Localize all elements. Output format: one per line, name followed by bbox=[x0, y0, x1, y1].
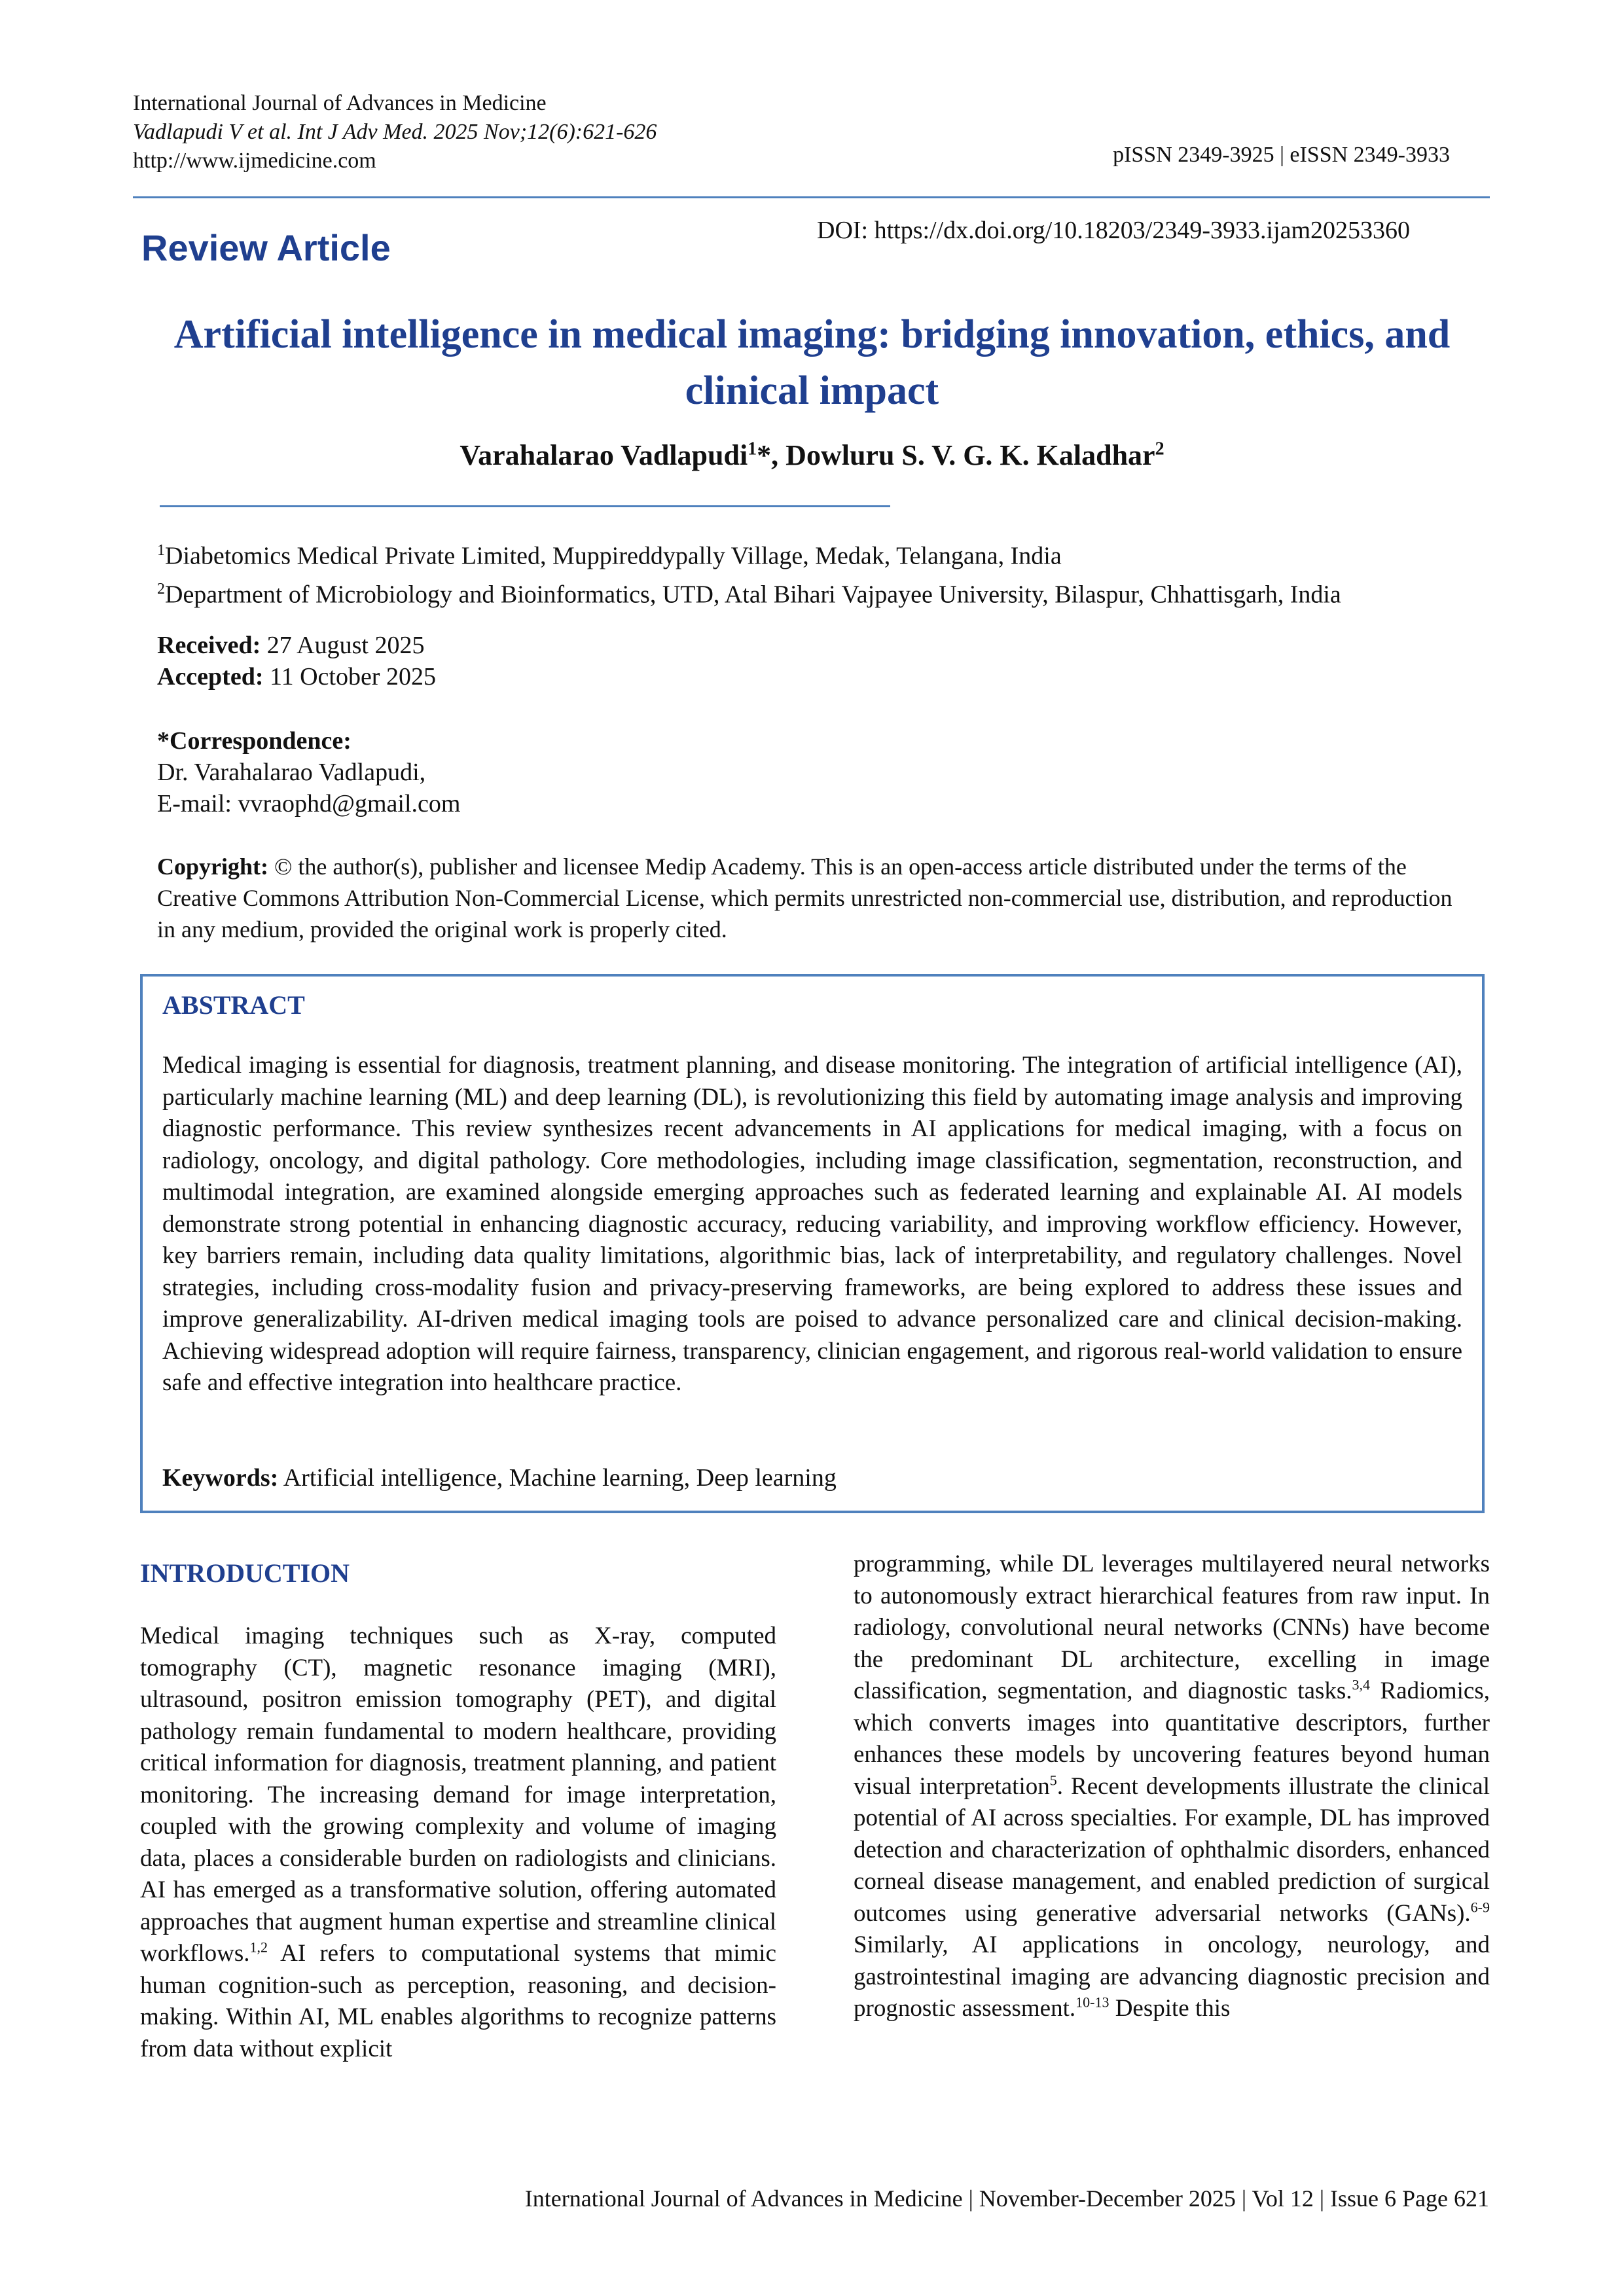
affiliation-2-text: Department of Microbiology and Bioinformatics, UTD, Atal Bihari Vajpayee University, Bilaspur, Chhattisgarh, India bbox=[165, 581, 1341, 609]
copyright-notice bbox=[157, 851, 1466, 945]
article-dates bbox=[157, 630, 436, 692]
author-1: Varahalarao Vadlapudi bbox=[460, 439, 748, 471]
article-title: Artificial intelligence in medical imaging: bridging innovation, ethics, and clinical impact bbox=[173, 312, 1451, 413]
accepted-label: Accepted: bbox=[157, 663, 264, 691]
copyright-label: Copyright: bbox=[157, 853, 268, 880]
journal-url[interactable]: http://www.ijmedicine.com bbox=[133, 149, 376, 173]
affiliation-1 bbox=[157, 534, 1341, 573]
affiliation-1-number: 1 bbox=[157, 542, 165, 559]
citation-ref[interactable]: 3,4 bbox=[1352, 1676, 1371, 1693]
author-2: Dowluru S. V. G. K. Kaladhar bbox=[785, 439, 1155, 471]
body-column-left bbox=[140, 1621, 776, 2065]
keywords-label: Keywords: bbox=[162, 1464, 279, 1492]
keywords-text: Artificial intelligence, Machine learning, Deep learning bbox=[278, 1464, 837, 1492]
affiliation-1-text: Diabetomics Medical Private Limited, Muppireddypally Village, Medak, Telangana, India bbox=[165, 542, 1062, 570]
intro-paragraph-part: Similarly, AI applications in oncology, neurology, and gastrointestinal imaging are advancing diagnostic precision and prognostic assessment. bbox=[854, 1931, 1490, 2022]
correspondence-block bbox=[157, 725, 460, 819]
doi-line[interactable]: DOI: https://dx.doi.org/10.18203/2349-3933.ijam20253360 bbox=[817, 217, 1411, 244]
article-type: Review Article bbox=[141, 227, 391, 268]
author-2-affiliation-mark: 2 bbox=[1155, 439, 1164, 459]
page-footer: International Journal of Advances in Medicine | November-December 2025 | Vol 12 | Issue 6 Page 621 bbox=[524, 2185, 1489, 2212]
author-line bbox=[131, 439, 1493, 472]
intro-paragraph-part: programming, while DL leverages multilayered neural networks to autonomously extract hierarchical features from raw input. In radiology, convolutional neural networks (CNNs) have become the predominant DL architecture, excelling in image classification, segmentation, and diagnostic tasks. bbox=[854, 1551, 1490, 1704]
received-value: 27 August 2025 bbox=[261, 632, 425, 659]
correspondence-name: Dr. Varahalarao Vadlapudi, bbox=[157, 759, 426, 786]
intro-paragraph-part: . Recent developments illustrate the clinical potential of AI across specialties. For example, DL has improved detection and characterization of ophthalmic disorders, enhanced corneal disease management, and enabled prediction of surgical outcomes using generative adversarial networks (GANs). bbox=[854, 1772, 1490, 1927]
accepted-value: 11 October 2025 bbox=[263, 663, 436, 691]
citation-ref[interactable]: 6-9 bbox=[1470, 1899, 1490, 1916]
received-label: Received: bbox=[157, 632, 261, 659]
issn-line: pISSN 2349-3925 | eISSN 2349-3933 bbox=[1113, 143, 1450, 167]
author-divider bbox=[160, 505, 890, 507]
running-header bbox=[133, 89, 853, 175]
body-column-right bbox=[854, 1549, 1490, 2025]
citation-line: Vadlapudi V et al. Int J Adv Med. 2025 Nov;12(6):621-626 bbox=[133, 120, 657, 144]
copyright-text: © the author(s), publisher and licensee Medip Academy. This is an open-access article distributed under the terms of the Creative Commons Attribution Non-Commercial License, which permits unrestricted non-commercial use, distribution, and reproduction in any medium, provided the original work is properly cited. bbox=[157, 853, 1453, 942]
introduction-heading: INTRODUCTION bbox=[140, 1558, 350, 1588]
citation-ref[interactable]: 1,2 bbox=[249, 1939, 268, 1956]
intro-paragraph-part: Radiomics, which converts images into quantitative descriptors, further enhances these models by uncovering features beyond human visual interpretation bbox=[854, 1677, 1490, 1800]
keywords-line bbox=[162, 1463, 837, 1492]
intro-paragraph-part: Medical imaging techniques such as X-ray, computed tomography (CT), magnetic resonance imaging (MRI), ultrasound, positron emission tomography (PET), and digital pathology remain fundamental to modern healthcare, providing critical information for diagnosis, treatment planning, and patient monitoring. The increasing demand for image interpretation, coupled with the growing complexity and volume of imaging data, places a considerable burden on radiologists and clinicians. AI has emerged as a transformative solution, offering automated approaches that augment human expertise and streamline clinical workflows. bbox=[140, 1623, 776, 1967]
citation-ref[interactable]: 10-13 bbox=[1075, 1994, 1110, 2011]
citation-ref[interactable]: 5 bbox=[1049, 1772, 1057, 1789]
correspondence-email[interactable]: E-mail: vvraophd@gmail.com bbox=[157, 790, 461, 817]
correspondence-label: *Correspondence: bbox=[157, 727, 352, 755]
author-1-affiliation-mark: 1 bbox=[748, 439, 757, 459]
journal-name: International Journal of Advances in Medicine bbox=[133, 91, 547, 115]
intro-paragraph-part: Despite this bbox=[1109, 1995, 1231, 2022]
intro-paragraph-part: AI refers to computational systems that mimic human cognition-such as perception, reasoning, and decision-making. Within AI, ML enables algorithms to recognize patterns from data without explicit bbox=[140, 1940, 776, 2062]
abstract-heading: ABSTRACT bbox=[162, 990, 305, 1020]
header-divider bbox=[133, 196, 1490, 198]
accepted-date bbox=[157, 661, 436, 692]
affiliation-2-number: 2 bbox=[157, 580, 165, 598]
affiliation-2 bbox=[157, 573, 1341, 611]
affiliations bbox=[157, 534, 1341, 611]
corresponding-mark: *, bbox=[757, 439, 786, 471]
abstract-text: Medical imaging is essential for diagnosis, treatment planning, and disease monitoring. The integration of artificial intelligence (AI), particularly machine learning (ML) and deep learning (DL), is revolutionizing this field by automating image analysis and improving diagnostic performance. This review synthesizes recent advancements in AI applications for medical imaging, with a focus on radiology, oncology, and digital pathology. Core methodologies, including image classification, segmentation, reconstruction, and multimodal integration, are examined alongside emerging approaches such as federated learning and explainable AI. AI models demonstrate strong potential in enhancing diagnostic accuracy, reducing variability, and improving workflow efficiency. However, key barriers remain, including data quality limitations, algorithmic bias, lack of interpretability, and regulatory challenges. Novel strategies, including cross-modality fusion and privacy-preserving frameworks, are being explored to address these issues and improve generalizability. AI-driven medical imaging tools are poised to advance personalized care and clinical decision-making. Achieving widespread adoption will require fairness, transparency, clinician engagement, and rigorous real-world validation to ensure safe and effective integration into healthcare practice. bbox=[162, 1052, 1462, 1396]
received-date bbox=[157, 630, 436, 661]
